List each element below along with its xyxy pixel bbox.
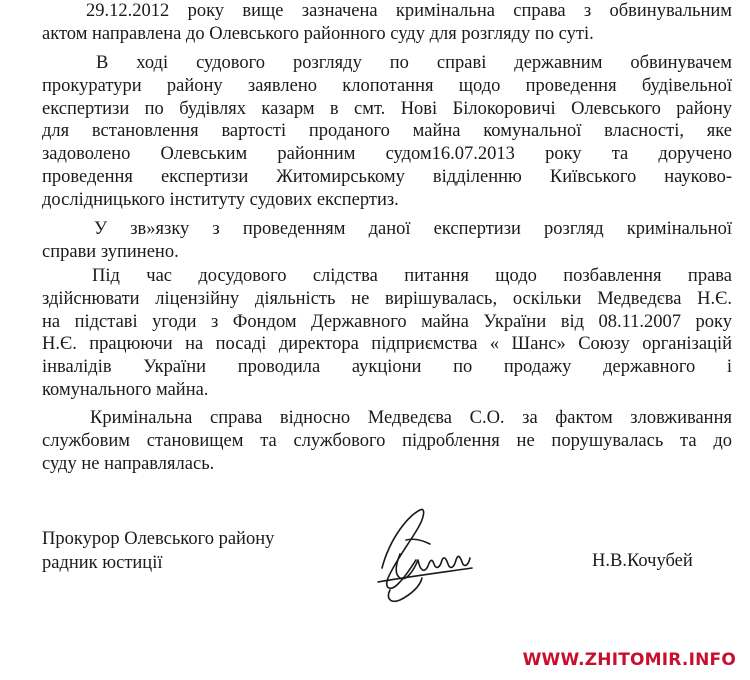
signatory-title: [42, 527, 274, 575]
text-line: Під час досудового слідства питання щодо позбавлення права: [92, 266, 732, 286]
text-line: експертизи по будівлях казарм в смт. Нові Білокоровичі Олевського району: [42, 98, 732, 119]
text-line: Н.Є. працюючи на посаді директора підприємства « Шанс» Союзу організацій: [42, 334, 732, 355]
signatory-rank: радник юстиції: [42, 553, 163, 573]
signatory-position: Прокурор Олевського району: [42, 529, 275, 549]
handwritten-signature: [360, 498, 490, 608]
text-line: дослідницького інституту судових експертиз.: [42, 189, 399, 210]
paragraph-5: [42, 407, 732, 475]
text-line: В ході судового розгляду по справі державним обвинувачем: [96, 53, 732, 73]
paragraph-3: [42, 218, 732, 264]
text-line: задоволено Олевським районним судом16.07.2013 року та доручено: [42, 144, 732, 165]
watermark: WWW.ZHITOMIR.INFO: [522, 650, 736, 670]
text-line: проведення експертизи Житомирському відділенню Київського науково-: [42, 166, 732, 187]
text-line: службовим становищем та службового підроблення не порушувалась та до: [42, 430, 732, 451]
text-line: У зв»язку з проведенням даної експертизи розгляд кримінальної: [94, 219, 732, 239]
paragraph-4: [42, 265, 732, 402]
text-line: актом направлена до Олевського районного суду для розгляду по суті.: [42, 23, 594, 44]
text-line: комунального майна.: [42, 379, 209, 400]
text-line: Кримінальна справа відносно Медведєва С.О. за фактом зловживання: [90, 408, 732, 428]
text-line: справи зупинено.: [42, 241, 179, 262]
text-line: 29.12.2012 року вище зазначена кримінальна справа з обвинувальним: [86, 1, 732, 21]
text-line: інвалідів України проводила аукціони по продажу державного і: [42, 357, 732, 378]
paragraph-2: [42, 52, 732, 212]
text-line: суду не направлялась.: [42, 453, 215, 474]
text-line: прокуратури району заявлено клопотання щодо проведення будівельної: [42, 75, 732, 96]
text-line: здійснювати ліцензійну діяльність не вирішувалась, оскільки Медведєва Н.Є.: [42, 288, 732, 309]
text-line: для встановлення вартості проданого майна комунальної власності, яке: [42, 121, 732, 142]
text-line: на підставі угоди з Фондом Державного майна України від 08.11.2007 року: [42, 311, 732, 332]
signatory-name: Н.В.Кочубей: [592, 551, 693, 571]
paragraph-1: [42, 0, 732, 46]
